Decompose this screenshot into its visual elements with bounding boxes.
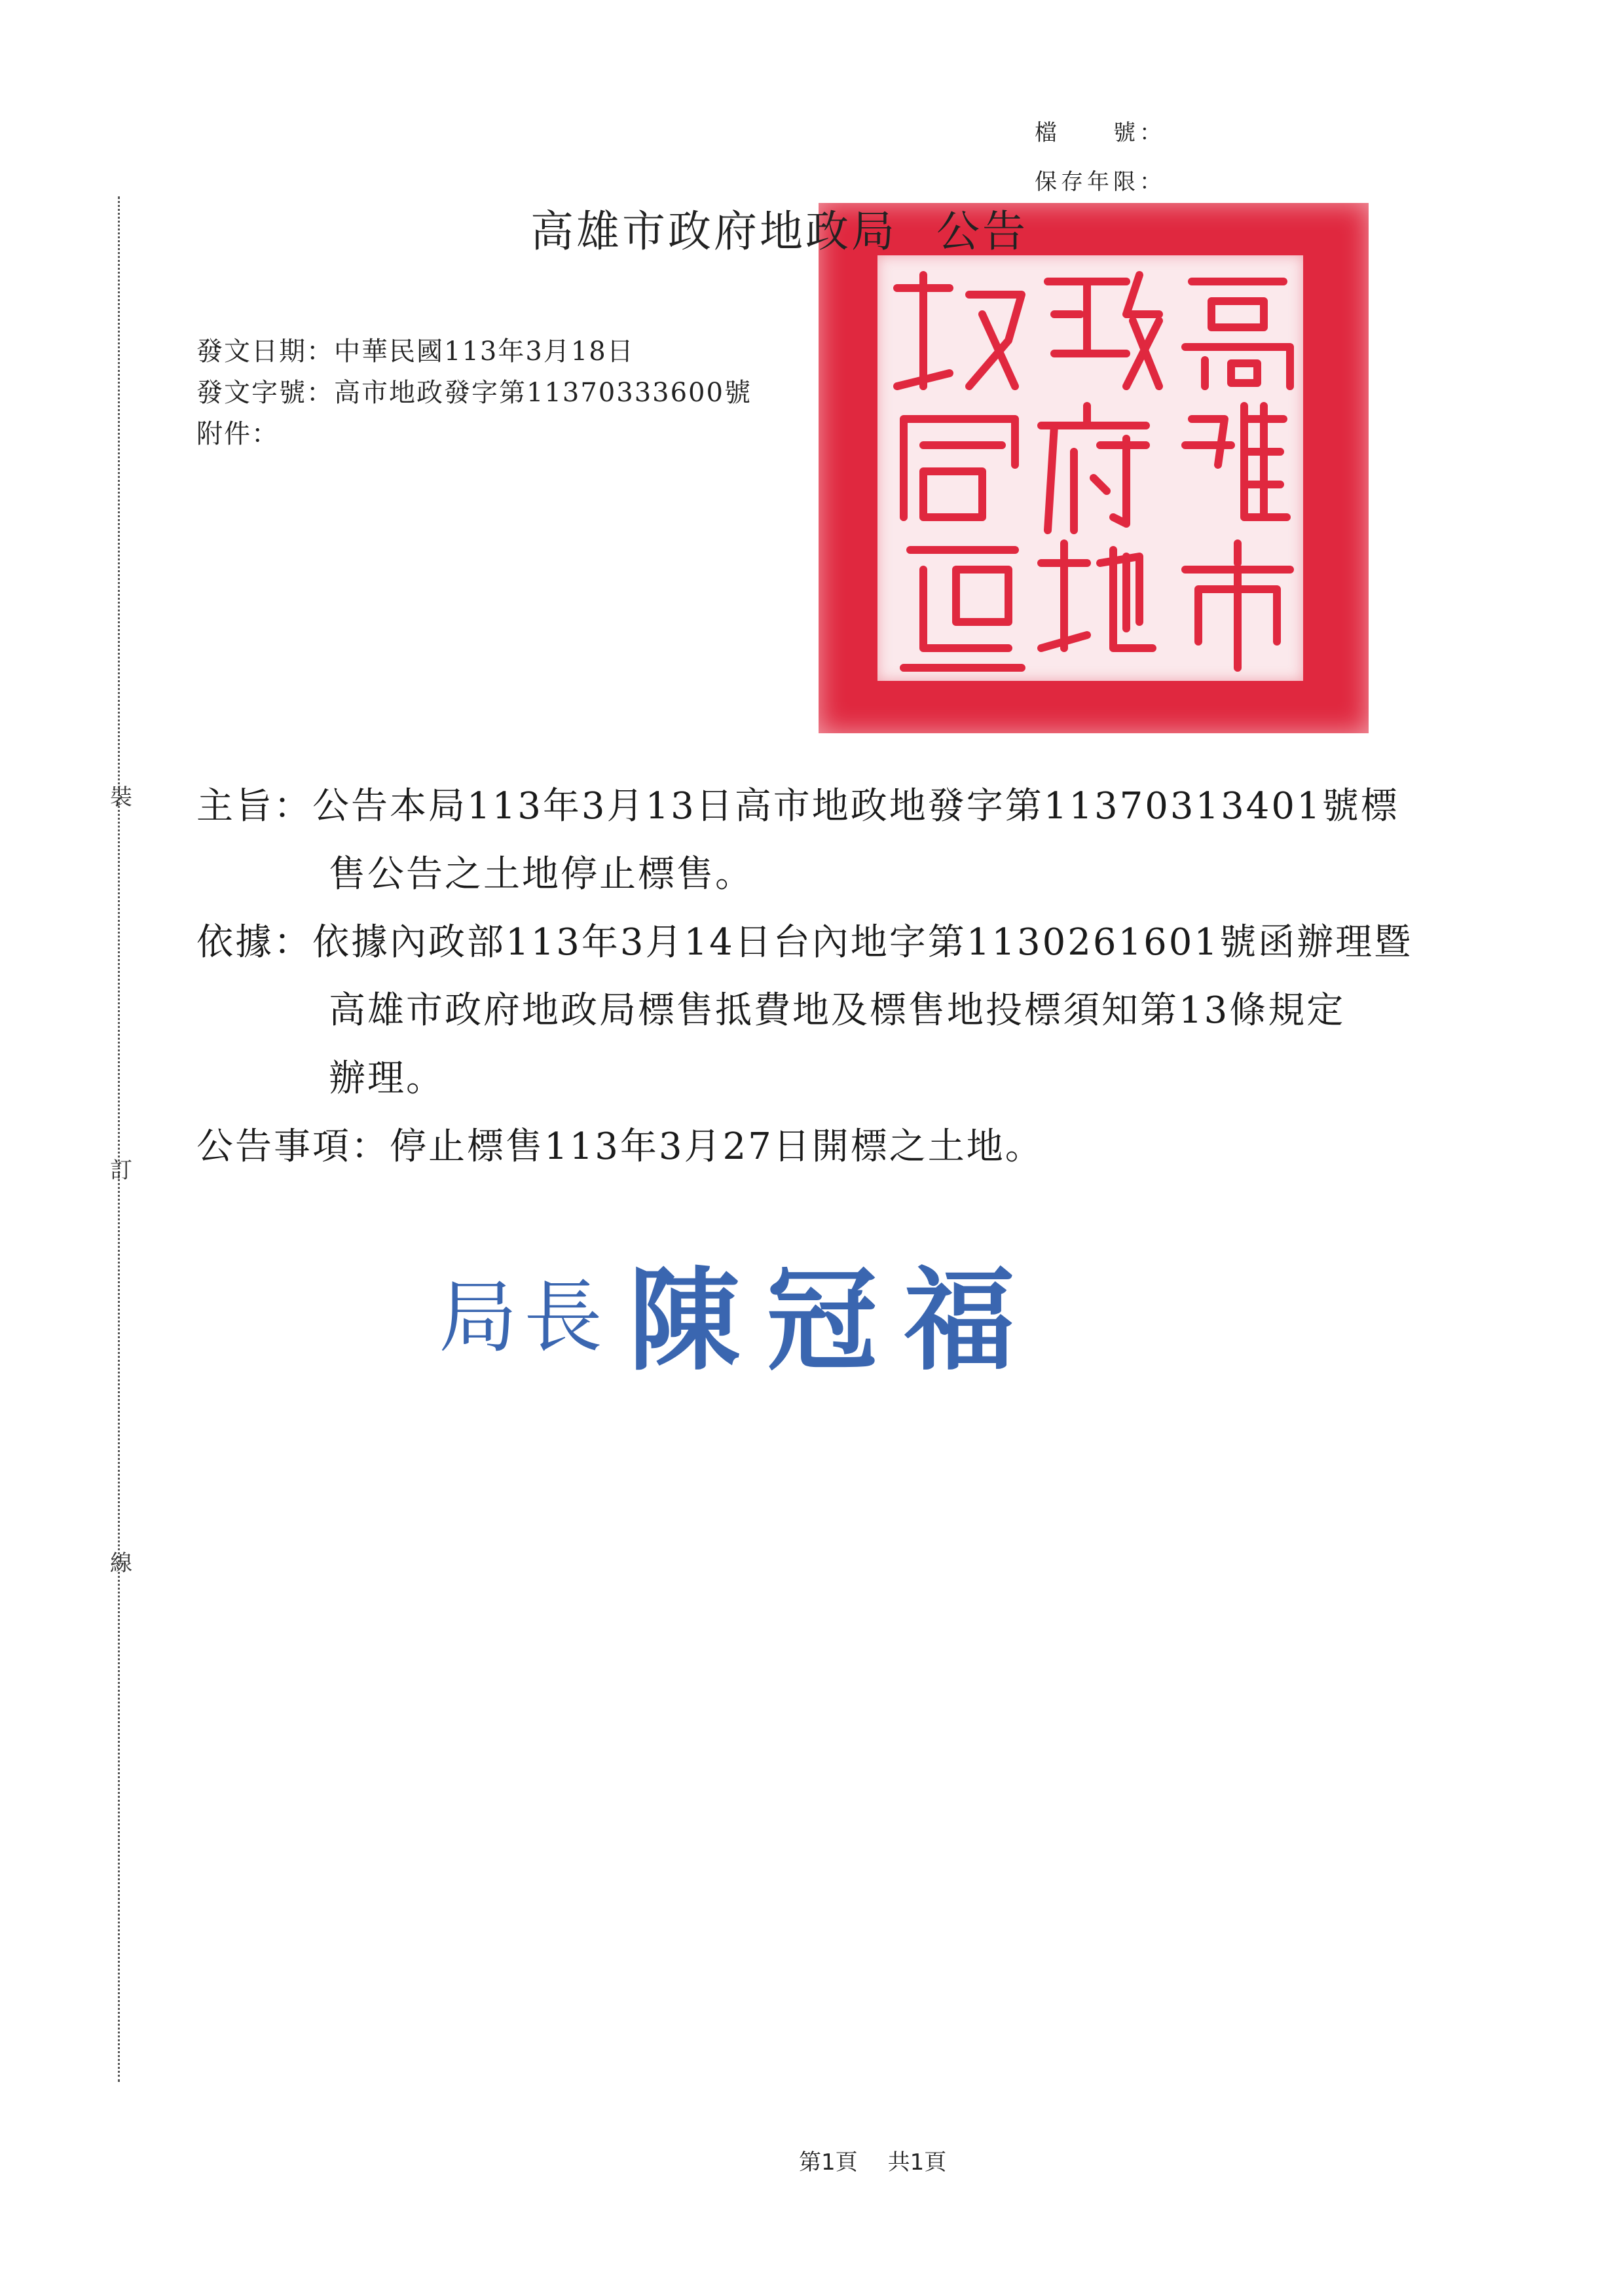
page-footer	[799, 2144, 946, 2176]
reference-number-row	[196, 372, 752, 409]
reference-number-label: 發文字號：	[196, 378, 334, 408]
basis-line-1: 依據內政部113年3月14日台內地字第1130261601號函辦理暨	[312, 921, 1413, 964]
attachment-label: 附件：	[196, 419, 279, 449]
page-number: 第1頁	[799, 2149, 858, 2176]
basis-line-3: 辦理。	[329, 1057, 445, 1100]
issuing-agency: 高雄市政府地政局	[530, 206, 897, 257]
signature-name: 陳冠福	[629, 1255, 1042, 1386]
binding-margin-line	[118, 196, 120, 2082]
signature-title: 局長	[439, 1272, 609, 1364]
binding-mark-xian: 線	[110, 1550, 132, 1576]
binding-mark-zhuang: 裝	[110, 784, 132, 811]
seal-inner-field	[877, 255, 1303, 681]
issue-date-row	[196, 331, 635, 368]
total-pages: 共1頁	[887, 2149, 947, 2176]
issue-date-value: 中華民國113年3月18日	[334, 337, 635, 367]
basis-line-2: 高雄市政府地政局標售抵費地及標售地投標須知第13條規定	[329, 989, 1346, 1032]
seal-glyphs-icon	[877, 255, 1303, 681]
attachment-row	[196, 413, 279, 450]
binding-mark-ding: 訂	[110, 1157, 132, 1184]
basis-section	[196, 909, 1412, 977]
notice-label: 公告事項：	[196, 1125, 390, 1168]
subject-line-1: 公告本局113年3月13日高市地政地發字第11370313401號標	[312, 785, 1399, 828]
document-title	[530, 196, 1028, 259]
director-signature	[439, 1231, 1041, 1391]
official-seal	[819, 203, 1369, 733]
reference-number-value: 高市地政發字第11370333600號	[334, 378, 752, 408]
basis-label: 依據：	[196, 921, 312, 964]
file-number-label: 檔 號：	[1035, 120, 1166, 146]
subject-section	[196, 773, 1399, 841]
subject-label: 主旨：	[196, 785, 312, 828]
notice-section	[196, 1113, 1044, 1181]
document-type: 公告	[936, 206, 1028, 257]
notice-text: 停止標售113年3月27日開標之土地。	[390, 1125, 1044, 1168]
retention-period-label: 保存年限：	[1035, 169, 1166, 195]
issue-date-label: 發文日期：	[196, 337, 334, 367]
subject-line-2: 售公告之土地停止標售。	[329, 853, 754, 896]
